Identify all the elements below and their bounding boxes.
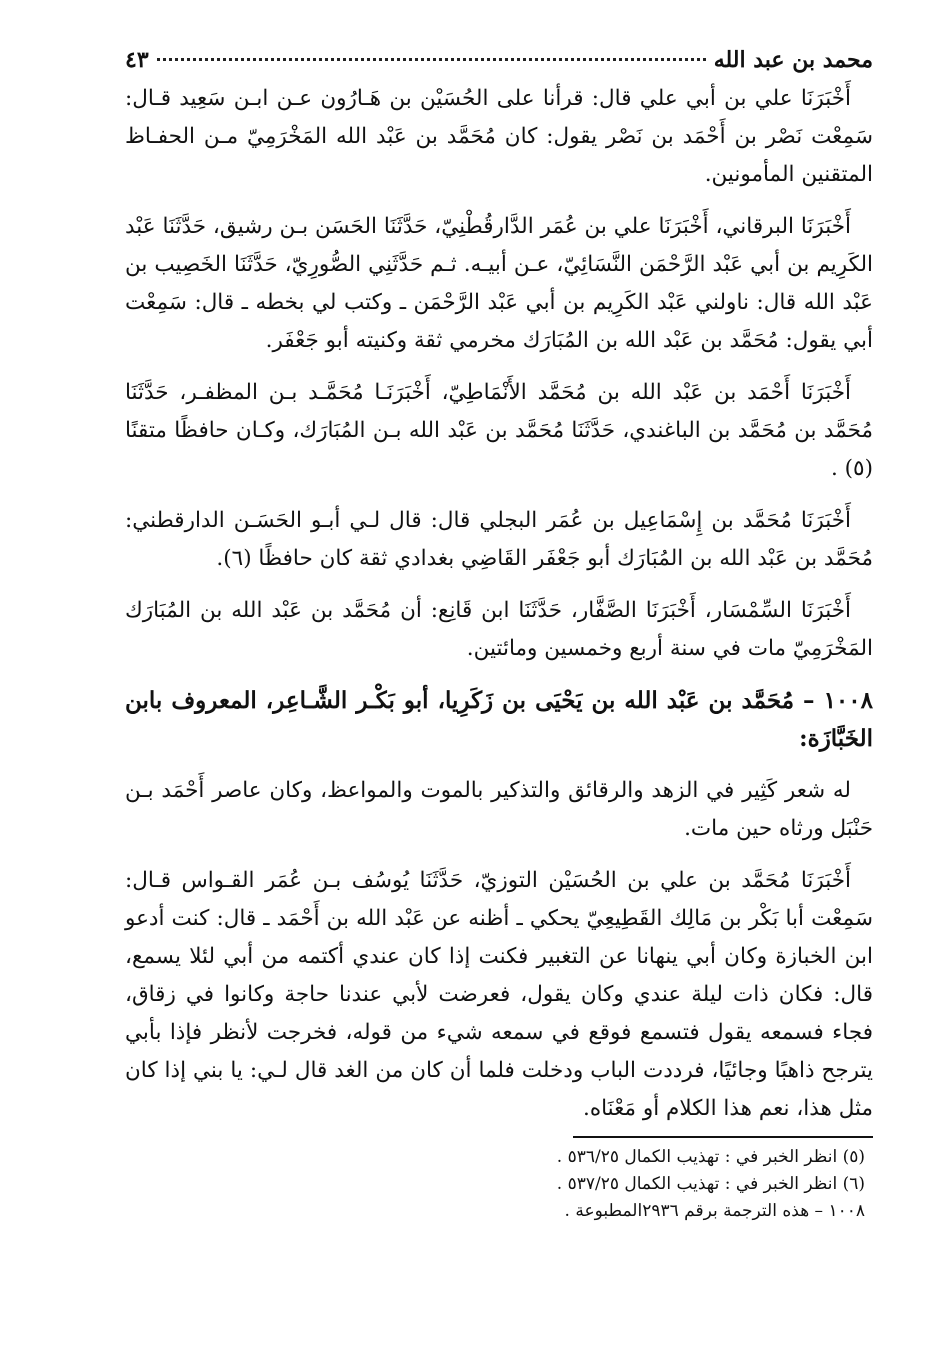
leader-dots [157, 58, 706, 61]
narration-paragraph-1: أَخْبَرَنَا علي بن أبي علي قال: قرأنا على الحُسَيْن بن هَـارُون عـن ابـن سَعِيد قـال: سَمِعْت نَصْر بن أَحْمَد بن نَصْر يقول: كان مُحَمَّد بن عَبْد الله المَخْرَمِيّ مـن الحفـاظ المتقنين المأمونين. [125, 86, 873, 187]
book-page [125, 40, 873, 1225]
footnotes [125, 1144, 873, 1225]
header-title: محمد بن عبد الله [713, 47, 873, 73]
footnote-5: (٥) انظر الخبر في : تهذيب الكمال ٥٣٦/٢٥ . [556, 1147, 865, 1167]
entry-paragraph-2: أَخْبَرَنَا مُحَمَّد بن علي بن الحُسَيْن التوزيّ، حَدَّثَنَا يُوسُف بـن عُمَر القـواس قـال: سَمِعْت أبا بَكْر بن مَالِك القَطِيعِيّ يحكي ـ أظنه عن عَبْد الله بن أَحْمَد ـ قال: كنت أدعو ابن الخبازة وكان أبي ينهانا عن التغبير فكنت إذا كان عندي أكتمه من أبي لئلا يسمع، قال: فكان ذات ليلة عندي وكان يقول، فعرضت لأبي عندنا حاجة وكانوا في زقاق، فجاء فسمعه يقول فتسمع فوقع في سمعه شيء من قوله، فخرجت لأنظر فإذا بأبي يترجح ذاهبًا وجائيًا، فرددت الباب ودخلت فلما أن كان من الغد قال لـي: يا بني إذا كان مثل هذا، نعم هذا الكلام أو مَعْنَاه. [125, 868, 873, 1121]
footnote-entry-ref: ١٠٠٨ – هذه الترجمة برقم ٢٩٣٦المطبوعة . [564, 1201, 865, 1221]
narration-paragraph-5: أَخْبَرَنَا السِّمْسَار، أَخْبَرَنَا الصَّفَّار، حَدَّثَنَا ابن قَانِع: أن مُحَمَّد بن عَبْد الله بن المُبَارَك المَخْرَمِيّ مات في سنة أربع وخمسين ومائتين. [125, 598, 873, 661]
running-header [125, 40, 873, 80]
entry-paragraph-1: له شعر كَثِير في الزهد والرقائق والتذكير بالموت والمواعظ، وكان عاصر أَحْمَد بـن حَنْبَل ورثاه حين مات. [125, 778, 873, 841]
footnote-6: (٦) انظر الخبر في : تهذيب الكمال ٥٣٧/٢٥ . [556, 1174, 865, 1194]
entry-heading: ١٠٠٨ – مُحَمَّد بن عَبْد الله بن يَحْيَى بن زَكَرِيا، أبو بَكْـر الشَّـاعِر، المعروف بابن الخَبَّازَة: [125, 687, 873, 752]
footnote-separator [573, 1136, 873, 1138]
page-number: ٤٣ [125, 47, 149, 73]
narration-paragraph-3: أَخْبَرَنَا أَحْمَد بن عَبْد الله بن مُحَمَّد الأَنْمَاطِيّ، أَخْبَرَنَـا مُحَمَّـد بـن المظفـر، حَدَّثَنَا مُحَمَّد بن مُحَمَّد بن الباغندي، حَدَّثَنَا مُحَمَّد بن عَبْد الله بـن المُبَارَك، وكـان حافظًا متقنًا (٥) . [125, 380, 873, 481]
narration-paragraph-2: أَخْبَرَنَا البرقاني، أَخْبَرَنَا علي بن عُمَر الدَّارقُطْنِيّ، حَدَّثَنَا الحَسَن بـن رشيق، حَدَّثَنَا عَبْد الكَرِيم بن أبي عَبْد الرَّحْمَن النَّسَائِيّ، عـن أبيـه. ثـم حَدَّثَنِي الصُّورِيّ، حَدَّثَنَا الخَصِيب بن عَبْد الله قال: ناولني عَبْد الكَرِيم بن أبي عَبْد الرَّحْمَن ـ وكتب لي بخطه ـ قال: سَمِعْت أبي يقول: مُحَمَّد بن عَبْد الله بن المُبَارَك مخرمي ثقة وكنيته أبو جَعْفَر. [125, 214, 873, 353]
narration-paragraph-4: أَخْبَرَنَا مُحَمَّد بن إِسْمَاعِيل بن عُمَر البجلي قال: قال لـي أبـو الحَسَـن الدارقطني: مُحَمَّد بن عَبْد الله بن المُبَارَك أبو جَعْفَر القَاضِي بغدادي ثقة كان حافظًا (٦). [125, 508, 873, 571]
